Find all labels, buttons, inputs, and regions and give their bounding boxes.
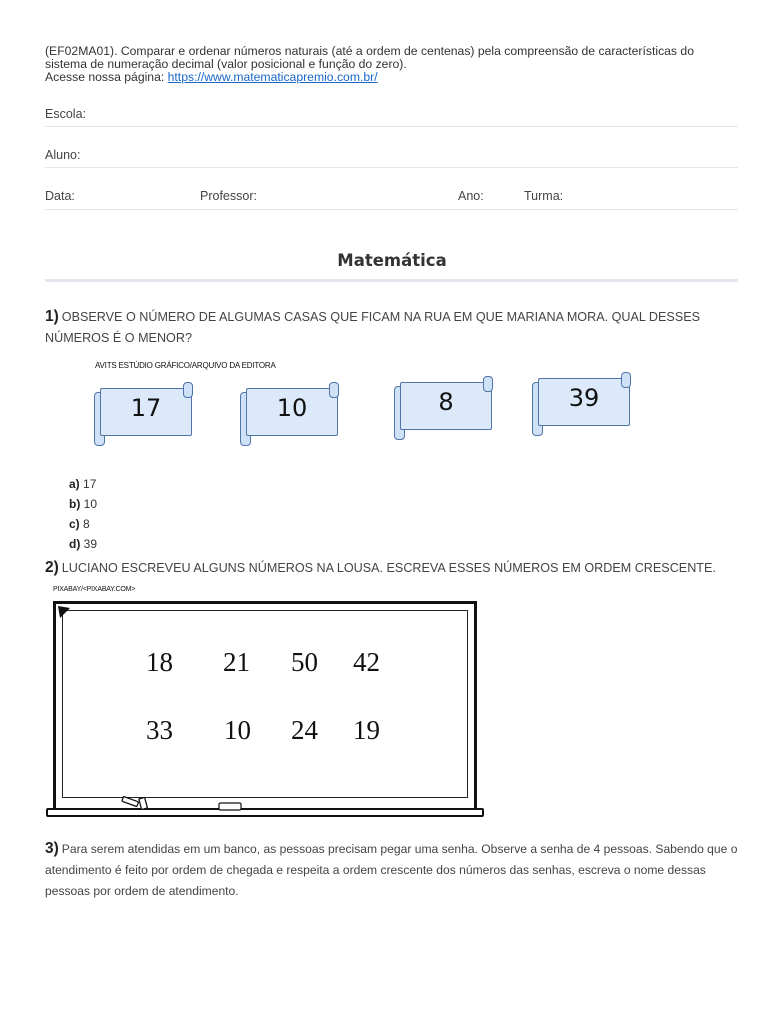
site-link[interactable]: https://www.matematicapremio.com.br/: [167, 70, 378, 84]
option-value: 10: [83, 497, 98, 511]
escola-line: [45, 126, 738, 127]
question-1-text: OBSERVE O NÚMERO DE ALGUMAS CASAS QUE FICAM NA RUA EM QUE MARIANA MORA. QUAL DESSES NÚMEROS É O MENOR?: [45, 310, 701, 345]
aluno-line: [45, 167, 738, 168]
question-3-number: 3): [45, 840, 59, 857]
data-line: [45, 209, 738, 210]
question-3: [45, 838, 745, 902]
house-number: 8: [438, 388, 454, 416]
board-number: 18: [146, 647, 173, 677]
option-value: 39: [83, 537, 98, 551]
question-2: [45, 557, 755, 579]
question-3-text: Para serem atendidas em um banco, as pessoas precisam pegar uma senha. Observe a senha de 4 pessoas. Sabendo que o atendimento é feito por ordem de chegada e respeita a ordem crescente dos números das senhas, escreva o nome dessas pessoas por ordem de atendimento.: [45, 842, 738, 898]
aluno-label: Aluno:: [45, 148, 81, 162]
board-number: 10: [224, 715, 251, 745]
title-underline: [45, 279, 738, 282]
page-label: Acesse nossa página:: [45, 70, 165, 84]
question-1-number: 1): [45, 308, 59, 325]
image-credit-2: PIXABAY/<PIXABAY.COM>: [53, 586, 136, 593]
page-title: Matemática: [337, 251, 447, 270]
image-credit-1: AVITS ESTÚDIO GRÁFICO/ARQUIVO DA EDITORA: [95, 361, 276, 370]
option-letter: a): [69, 477, 80, 491]
data-label: Data:: [45, 189, 75, 203]
option-value: 17: [83, 477, 97, 491]
option-letter: d): [69, 537, 81, 551]
house-number-card: [92, 380, 196, 446]
question-2-text: LUCIANO ESCREVEU ALGUNS NÚMEROS NA LOUSA. ESCREVA ESSES NÚMEROS EM ORDEM CRESCENTE.: [61, 561, 716, 575]
option-a[interactable]: [69, 474, 96, 494]
house-number-card: [530, 370, 634, 436]
option-b[interactable]: [69, 494, 97, 514]
house-number: 10: [276, 394, 308, 422]
chalkboard-corner-mark: [56, 604, 72, 620]
chalkboard: [53, 601, 477, 811]
board-number: 42: [353, 647, 380, 677]
chalkboard-surface: [62, 610, 468, 798]
board-number: 24: [291, 715, 318, 745]
professor-label: Professor:: [200, 189, 257, 203]
turma-label: Turma:: [524, 189, 564, 203]
skill-description: [45, 45, 735, 84]
skill-text: (EF02MA01). Comparar e ordenar números naturais (até a ordem de centenas) pela compreensão de características do sistema de numeração decimal (valor posicional e função do zero).: [45, 44, 694, 71]
option-letter: b): [69, 497, 81, 511]
board-number: 33: [146, 715, 173, 745]
option-c[interactable]: [69, 514, 90, 534]
ano-label: Ano:: [458, 189, 484, 203]
house-number: 39: [568, 384, 600, 412]
option-letter: c): [69, 517, 80, 531]
chalk-pieces-icon: [118, 796, 158, 812]
board-number: 19: [353, 715, 380, 745]
question-1: [45, 306, 745, 349]
board-number: 21: [223, 647, 250, 677]
question-2-number: 2): [45, 559, 59, 576]
eraser-icon: [218, 802, 244, 812]
option-value: 8: [83, 517, 90, 531]
escola-label: Escola:: [45, 107, 86, 121]
chalk-tray: [46, 808, 484, 817]
house-number-card: [238, 380, 342, 446]
house-number: 17: [130, 394, 162, 422]
option-d[interactable]: [69, 534, 97, 554]
board-number: 50: [291, 647, 318, 677]
house-number-card: [392, 374, 496, 440]
